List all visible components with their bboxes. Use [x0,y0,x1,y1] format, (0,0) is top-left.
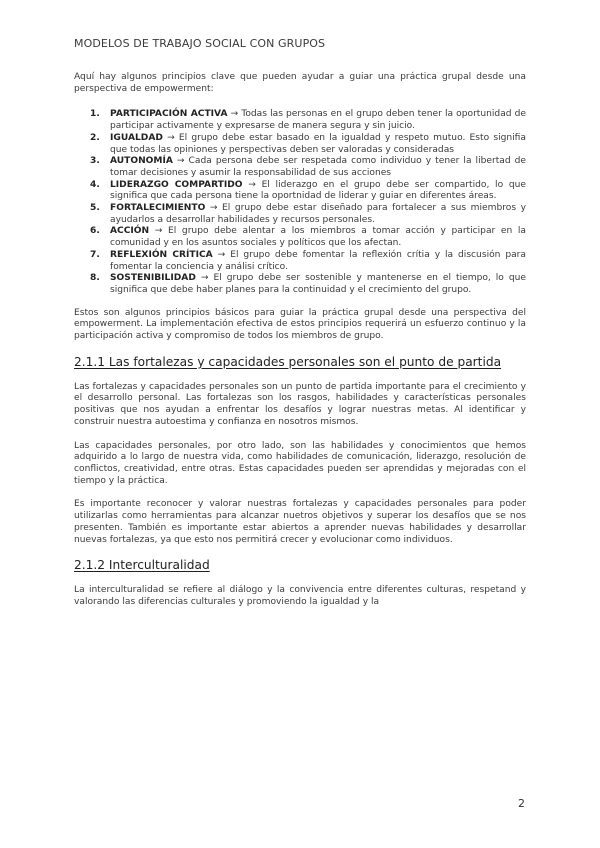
list-text: → Cada persona debe ser respetada como individuo y tener la libertad de tomar decisiones y asumir la responsabilidad de sus acciones [110,156,526,178]
list-term: REFLEXIÓN CRÍTICA [110,249,213,260]
principles-list [74,109,526,296]
list-item [74,156,526,179]
list-term: LIDERAZGO COMPARTIDO [110,179,243,190]
list-term: ACCIÓN [110,226,150,237]
list-text: → El liderazgo en el grupo debe ser compartido, lo que significa que cada persona tiene la oportnidad de liderar y guiar en diferentes áreas. [110,179,526,202]
list-number: 8. [90,273,100,284]
list-item [74,180,526,203]
list-text: → El grupo debe fomentar la reflexión crítia y la discusión para fomentar la conciencia y análisi crítico. [110,249,526,272]
list-term: SOSTENIBILIDAD [110,273,196,284]
paragraph: Es importante reconocer y valorar nuestras fortalezas y capacidades personales para poder utilizarlas como herramientas para alcanzar nuetros objetivos y superar los desafíos que se nos presenten. También es importante estar abiertos a aprender nuevas habilidades y desarrollar nuevas fortalezas, ya que esto nos permitirá crecer y evolucionar como individuos. [74,499,526,545]
running-header: MODELOS DE TRABAJO SOCIAL CON GRUPOS [74,37,326,50]
list-text: → Todas las personas en el grupo deben tener la oportunidad de participar activamente y expresarse de manera segura y sin juicio. [110,109,527,132]
page-content [74,72,526,621]
list-number: 4. [90,179,100,190]
page-number: 2 [518,797,525,810]
intro-paragraph: Aquí hay algunos principios clave que pueden ayudar a guiar una práctica grupal desde una perspectiva de empowerment: [74,72,526,94]
list-number: 2. [90,132,100,143]
paragraph: Las capacidades personales, por otro lado, son las habilidades y conocimientos que hemos adquirido a lo largo de nuestra vida, como habilidades de comunicación, liderazgo, resolución de conflictos, creatividad, entre otras. Estas capacidades pueden ser aprendidas y mejoradas con el tiempo y la práctica. [74,440,526,486]
list-item [74,226,526,249]
list-number: 1. [90,109,100,120]
list-text: → El grupo debe estar diseñado para fortalecer a sus miembros y ayudarlos a desarrollar habilidades y recursos personales. [110,203,526,225]
list-text: → El grupo debe alentar a los miembros a tomar acción y participar en la comunidad y en los asuntos sociales y políticos que los afectan. [110,226,526,249]
list-number: 3. [90,156,100,167]
list-term: PARTICIPACIÓN ACTIVA [110,109,228,120]
list-item [74,273,526,296]
section-heading-2-1-2: 2.1.2 Interculturalidad [74,558,210,573]
paragraph: Las fortalezas y capacidades personales son un punto de partida importante para el crecimiento y el desarrollo personal. Las fortalezas son los rasgos, habilidades y características personales positivas que nos ayudan a enfrentar los desafíos y lograr nuestras metas. Al identificar y construir nuestra autoestima y confianza en nosotros mismos. [74,381,526,427]
list-number: 6. [90,226,100,237]
closing-paragraph: Estos son algunos principios básicos para guiar la práctica grupal desde una perspectiva del empowerment. La implementación efectiva de estos principios requerirá un esfuerzo continuo y la participación activa y compromiso de todos los miembros de grupo. [74,307,526,342]
list-term: IGUALDAD [110,132,163,143]
list-number: 7. [90,249,100,260]
list-term: FORTALECIMIENTO [110,203,206,214]
section-heading-2-1-1: 2.1.1 Las fortalezas y capacidades personales son el punto de partida [74,354,502,369]
list-text: → El grupo debe estar basado en la igualdad y respeto mutuo. Esto signifia que todas las opiniones y perspectivas deben ser valoradas y consideradas [110,132,526,155]
list-item [74,203,526,226]
list-term: AUTONOMÍA [110,156,173,167]
list-item [74,109,526,132]
paragraph: La interculturalidad se refiere al diálogo y la convivencia entre diferentes culturas, respetand y valorando las diferencias culturales y promoviendo la igualdad y la [74,585,526,607]
list-item [74,133,526,156]
list-number: 5. [90,203,100,214]
list-text: → El grupo debe ser sostenible y mantenerse en el tiempo, lo que significa que debe haber planes para la continuidad y el crecimiento del grupo. [110,273,526,295]
list-item [74,250,526,273]
